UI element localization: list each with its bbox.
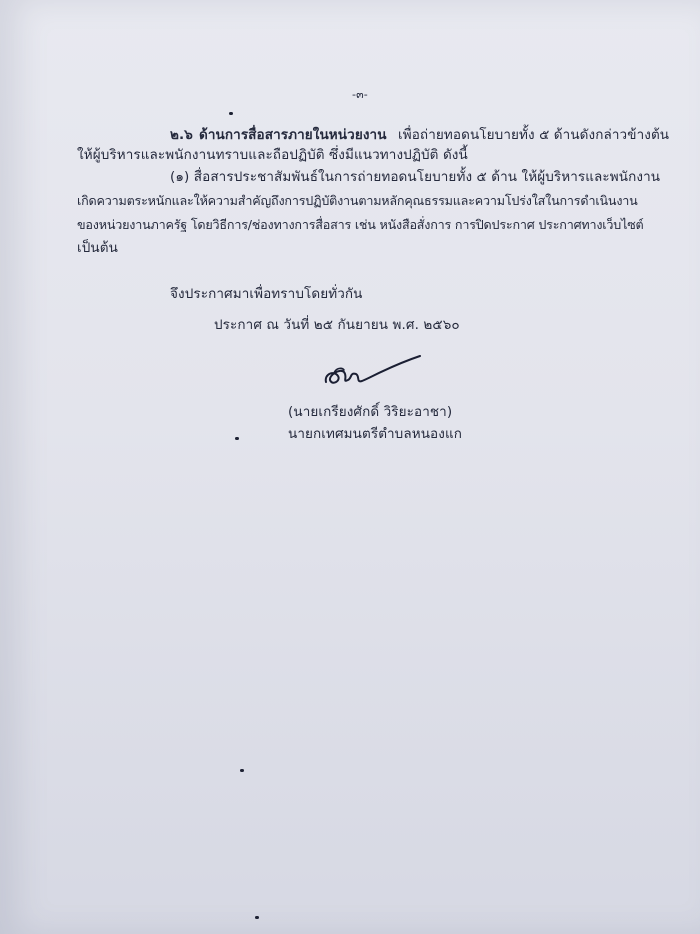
section-number: ๒.๖ <box>170 127 193 143</box>
item-1-line-1: (๑) สื่อสารประชาสัมพันธ์ในการถ่ายทอดนโยบายทั้ง ๕ ด้าน ให้ผู้บริหารและพนักงาน <box>170 169 661 185</box>
paper-speck <box>255 916 259 919</box>
paper-speck <box>235 437 239 440</box>
item-1-line-3: ของหน่วยงานภาครัฐ โดยวิธีการ/ช่องทางการสื่อสาร เช่น หนังสือสั่งการ การปิดประกาศ ประกาศทางเว็บไซต์ <box>77 217 644 232</box>
item-1-line-4: เป็นต้น <box>77 240 118 256</box>
section-heading: ด้านการสื่อสารภายในหน่วยงาน <box>199 127 387 143</box>
date-line: ประกาศ ณ วันที่ ๒๕ กันยายน พ.ศ. ๒๕๖๐ <box>214 317 460 333</box>
paper-speck <box>240 769 244 772</box>
signer-name: (นายเกรียงศักดิ์ วิริยะอาชา) <box>288 404 453 420</box>
page-number: -๓- <box>352 88 368 101</box>
signer-title: นายกเทศมนตรีตำบลหนองแก <box>288 426 463 442</box>
section-intro-line-2: ให้ผู้บริหารและพนักงานทราบและถือปฏิบัติ ซึ่งมีแนวทางปฏิบัติ ดังนี้ <box>77 147 468 163</box>
paper-speck <box>229 112 233 115</box>
signature-image <box>320 352 440 392</box>
announcement-line: จึงประกาศมาเพื่อทราบโดยทั่วกัน <box>170 286 363 302</box>
item-1-line-2: เกิดความตระหนักและให้ความสำคัญถึงการปฏิบัติงานตามหลักคุณธรรมและความโปร่งใสในการดำเนินงาน <box>77 193 638 208</box>
section-intro-text: เพื่อถ่ายทอดนโยบายทั้ง ๕ ด้านดังกล่าวข้างต้น <box>398 127 670 143</box>
